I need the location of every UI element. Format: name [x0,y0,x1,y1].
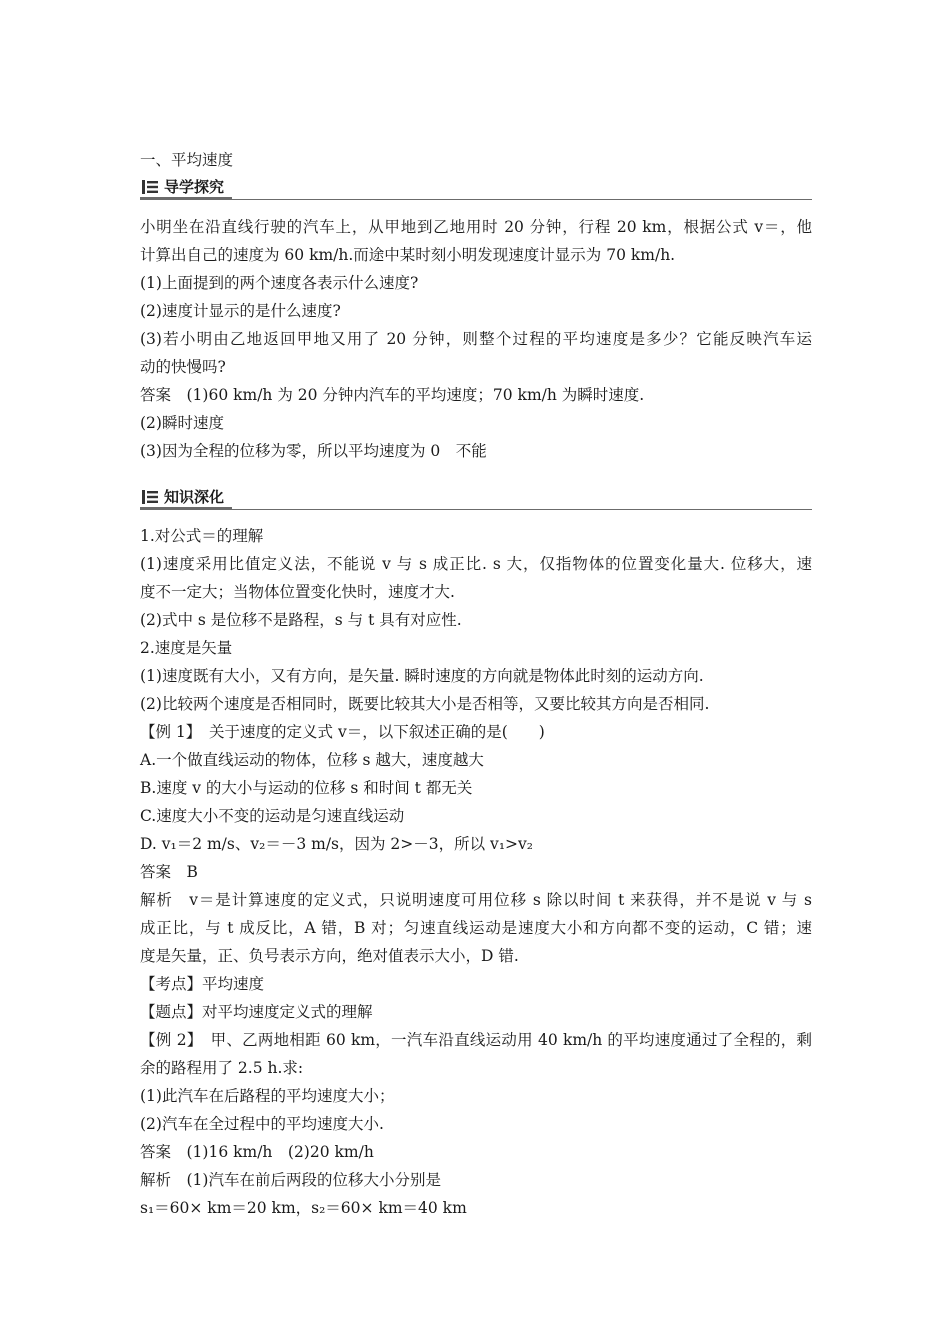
knowledge-line: (1)速度采用比值定义法，不能说 v 与 s 成正比. s 大，仅指物体的位置变化量大. 位移大，速 [140,555,812,573]
knowledge-line: (2)比较两个速度是否相同时，既要比较其大小是否相等，又要比较其方向是否相同. [140,695,710,713]
divider-accent [140,197,232,200]
knowledge-line: 1.对公式＝的理解 [140,527,264,545]
section-header-guided-inquiry [140,174,812,200]
analysis-line: 度是矢量，正、负号表示方向，绝对值表示大小，D 错. [140,947,519,965]
option-d: D. v₁＝2 m/s、v₂＝－3 m/s，因为 2>－3，所以 v₁>v₂ [140,835,533,853]
knowledge-line: 2.速度是矢量 [140,639,233,657]
option-c: C.速度大小不变的运动是匀速直线运动 [140,807,405,825]
analysis-line: 解析 v＝是计算速度的定义式，只说明速度可用位移 s 除以时间 t 来获得，并不是说 v 与 s [140,891,812,909]
example-line: 余的路程用了 2.5 h.求: [140,1059,304,1077]
answer-line: 答案 (1)16 km/h (2)20 km/h [140,1143,374,1161]
question-line: 动的快慢吗? [140,358,226,376]
section-header-label: 知识深化 [164,488,225,506]
list-bars-icon [142,180,158,194]
question-line: (1)上面提到的两个速度各表示什么速度? [140,274,419,292]
example-title: 【例 2】 甲、乙两地相距 60 km，一汽车沿直线运动用 40 km/h 的平均速度通过了全程的，剩 [140,1031,812,1049]
answer-line: 答案 B [140,863,198,881]
analysis-line: 解析 (1)汽车在前后两段的位移大小分别是 [140,1171,441,1189]
section-header-label: 导学探究 [164,178,225,196]
question-line: (2)汽车在全过程中的平均速度大小. [140,1115,384,1133]
question-line: (2)速度计显示的是什么速度? [140,302,341,320]
answer-line: 答案 (1)60 km/h 为 20 分钟内汽车的平均速度；70 km/h 为瞬时速度. [140,386,645,404]
option-b: B.速度 v 的大小与运动的位移 s 和时间 t 都无关 [140,779,473,797]
subtopic-tag: 【题点】对平均速度定义式的理解 [140,1003,373,1021]
answer-line: (3)因为全程的位移为零，所以平均速度为 0 不能 [140,442,487,460]
answer-line: (2)瞬时速度 [140,414,224,432]
option-a: A.一个做直线运动的物体，位移 s 越大，速度越大 [140,751,484,769]
topic-tag: 【考点】平均速度 [140,975,265,993]
knowledge-line: (2)式中 s 是位移不是路程，s 与 t 具有对应性. [140,611,462,629]
question-line: (3)若小明由乙地返回甲地又用了 20 分钟，则整个过程的平均速度是多少？它能反映汽车运 [140,330,812,348]
paragraph-line: 计算出自己的速度为 60 km/h.而途中某时刻小明发现速度计显示为 70 km/h. [140,246,676,264]
section-header-knowledge [140,484,812,510]
paragraph-line: 小明坐在沿直线行驶的汽车上，从甲地到乙地用时 20 分钟，行程 20 km，根据公式 v＝，他 [140,218,812,236]
question-line: (1)此汽车在后路程的平均速度大小； [140,1087,395,1105]
list-bars-icon [142,490,158,504]
analysis-line: s₁＝60× km＝20 km，s₂＝60× km＝40 km [140,1199,467,1217]
analysis-line: 成正比，与 t 成反比，A 错，B 对；匀速直线运动是速度大小和方向都不变的运动，C 错；速 [140,919,812,937]
example-title: 【例 1】 关于速度的定义式 v＝，以下叙述正确的是( ) [140,723,545,741]
divider-accent [140,507,232,510]
divider [140,199,812,200]
knowledge-line: 度不一定大；当物体位置变化快时，速度才大. [140,583,455,601]
knowledge-line: (1)速度既有大小，又有方向，是矢量. 瞬时速度的方向就是物体此时刻的运动方向. [140,667,704,685]
section-title: 一、平均速度 [140,151,234,169]
divider [140,509,812,510]
